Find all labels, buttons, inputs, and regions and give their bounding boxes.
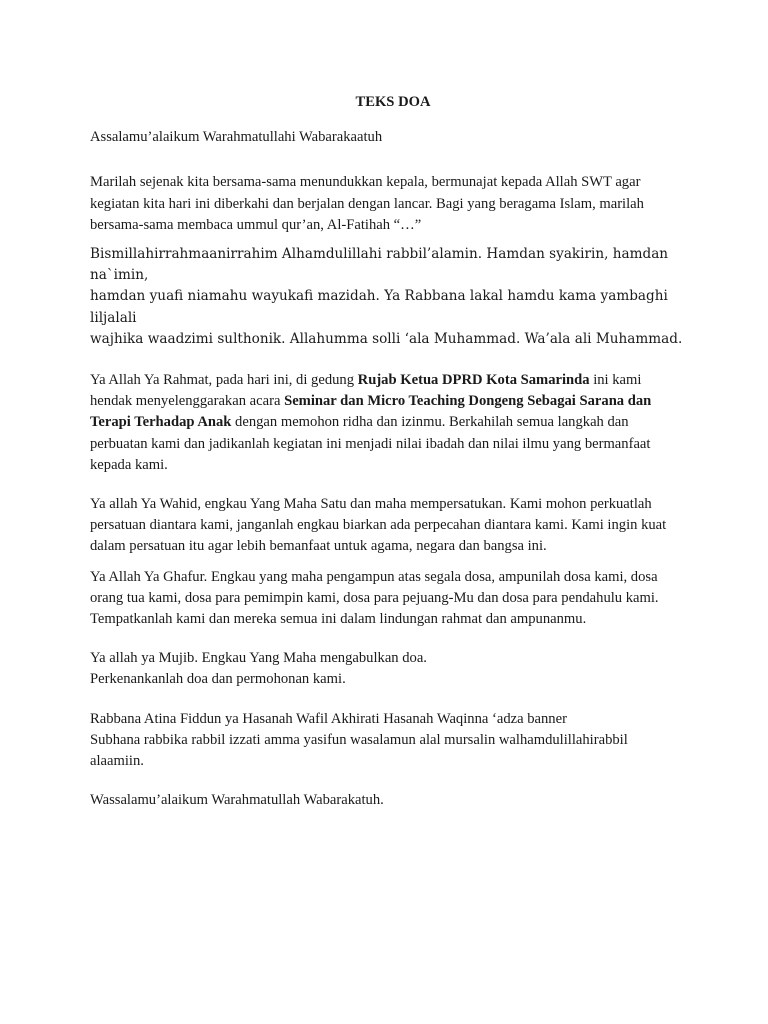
opening-greeting: Assalamu’alaikum Warahmatullahi Wabarakaatuh (90, 129, 383, 146)
document-title: TEKS DOA (355, 94, 431, 110)
text-line: alaamiin. (90, 753, 144, 770)
text-line (90, 370, 690, 391)
text-line: dalam persatuan itu agar lebih bemanfaat untuk agama, negara dan bangsa ini. (90, 538, 547, 555)
text-span: hendak menyelenggarakan acara (90, 393, 285, 410)
event-name-part2: Terapi Terhadap Anak (90, 414, 232, 431)
text-line: Rabbana Atina Fiddun ya Hasanah Wafil Akhirati Hasanah Waqinna ‘adza banner (90, 710, 567, 727)
text-line: Subhana rabbika rabbil izzati amma yasifun wasalamun alal mursalin walhamdulillahirabbil (90, 731, 628, 748)
paragraph-closing-prayer (90, 709, 690, 773)
text-line: hamdan yuafi niamahu wayukafi mazidah. Ya Rabbana lakal hamdu kama yambaghi liljalali (90, 288, 668, 326)
paragraph-ya-wahid (90, 494, 690, 558)
document-page (90, 92, 690, 811)
paragraph-ya-ghafur (90, 567, 690, 631)
text-line (90, 412, 690, 433)
text-line: Bismillahirrahmaanirrahim Alhamdulillahi rabbil’alamin. Hamdan syakirin, hamdan na`imin, (90, 246, 669, 284)
paragraph-invitation (90, 172, 690, 236)
text-line: persatuan diantara kami, janganlah engkau biarkan ada perpecahan diantara kami. Kami ingin kuat (90, 517, 667, 534)
event-name-part1: Seminar dan Micro Teaching Dongeng Sebagai Sarana dan (284, 393, 652, 410)
text-line: bersama-sama membaca ummul qur’an, Al-Fatihah “…” (90, 216, 422, 233)
text-line: orang tua kami, dosa para pemimpin kami, dosa para pejuang-Mu dan dosa para pendahulu kami. (90, 589, 659, 606)
text-line: wajhika waadzimi sulthonik. Allahumma solli ‘ala Muhammad. Wa’ala ali Muhammad. (90, 330, 683, 347)
text-line: Ya allah ya Mujib. Engkau Yang Maha mengabulkan doa. (90, 650, 427, 667)
text-line: Marilah sejenak kita bersama-sama menundukkan kepala, bermunajat kepada Allah SWT agar (90, 174, 641, 191)
text-span: dengan memohon ridha dan izinmu. Berkahilah semua langkah dan (231, 414, 629, 431)
venue-name: Rujab Ketua DPRD Kota Samarinda (357, 372, 590, 389)
paragraph-bismillah (90, 244, 690, 350)
text-line: perbuatan kami dan jadikanlah kegiatan ini menjadi nilai ibadah dan nilai ilmu yang bermanfaat (90, 435, 651, 452)
text-line (90, 391, 690, 412)
text-line: Ya allah Ya Wahid, engkau Yang Maha Satu dan maha mempersatukan. Kami mohon perkuatlah (90, 496, 652, 513)
text-line: Perkenankanlah doa dan permohonan kami. (90, 671, 346, 688)
text-line: Tempatkanlah kami dan mereka semua ini dalam lindungan rahmat dan ampunanmu. (90, 611, 587, 628)
text-line: kegiatan kita hari ini diberkahi dan berjalan dengan lancar. Bagi yang beragama Islam, marilah (90, 195, 644, 212)
text-line: Ya Allah Ya Ghafur. Engkau yang maha pengampun atas segala dosa, ampunilah dosa kami, dosa (90, 568, 658, 585)
text-span: Ya Allah Ya Rahmat, pada hari ini, di gedung (90, 372, 358, 389)
text-line: kepada kami. (90, 456, 168, 473)
text-span: ini kami (589, 372, 642, 389)
paragraph-ya-rahmat (90, 370, 690, 476)
paragraph-ya-mujib (90, 648, 690, 690)
closing-greeting: Wassalamu’alaikum Warahmatullah Wabarakatuh. (90, 792, 384, 809)
